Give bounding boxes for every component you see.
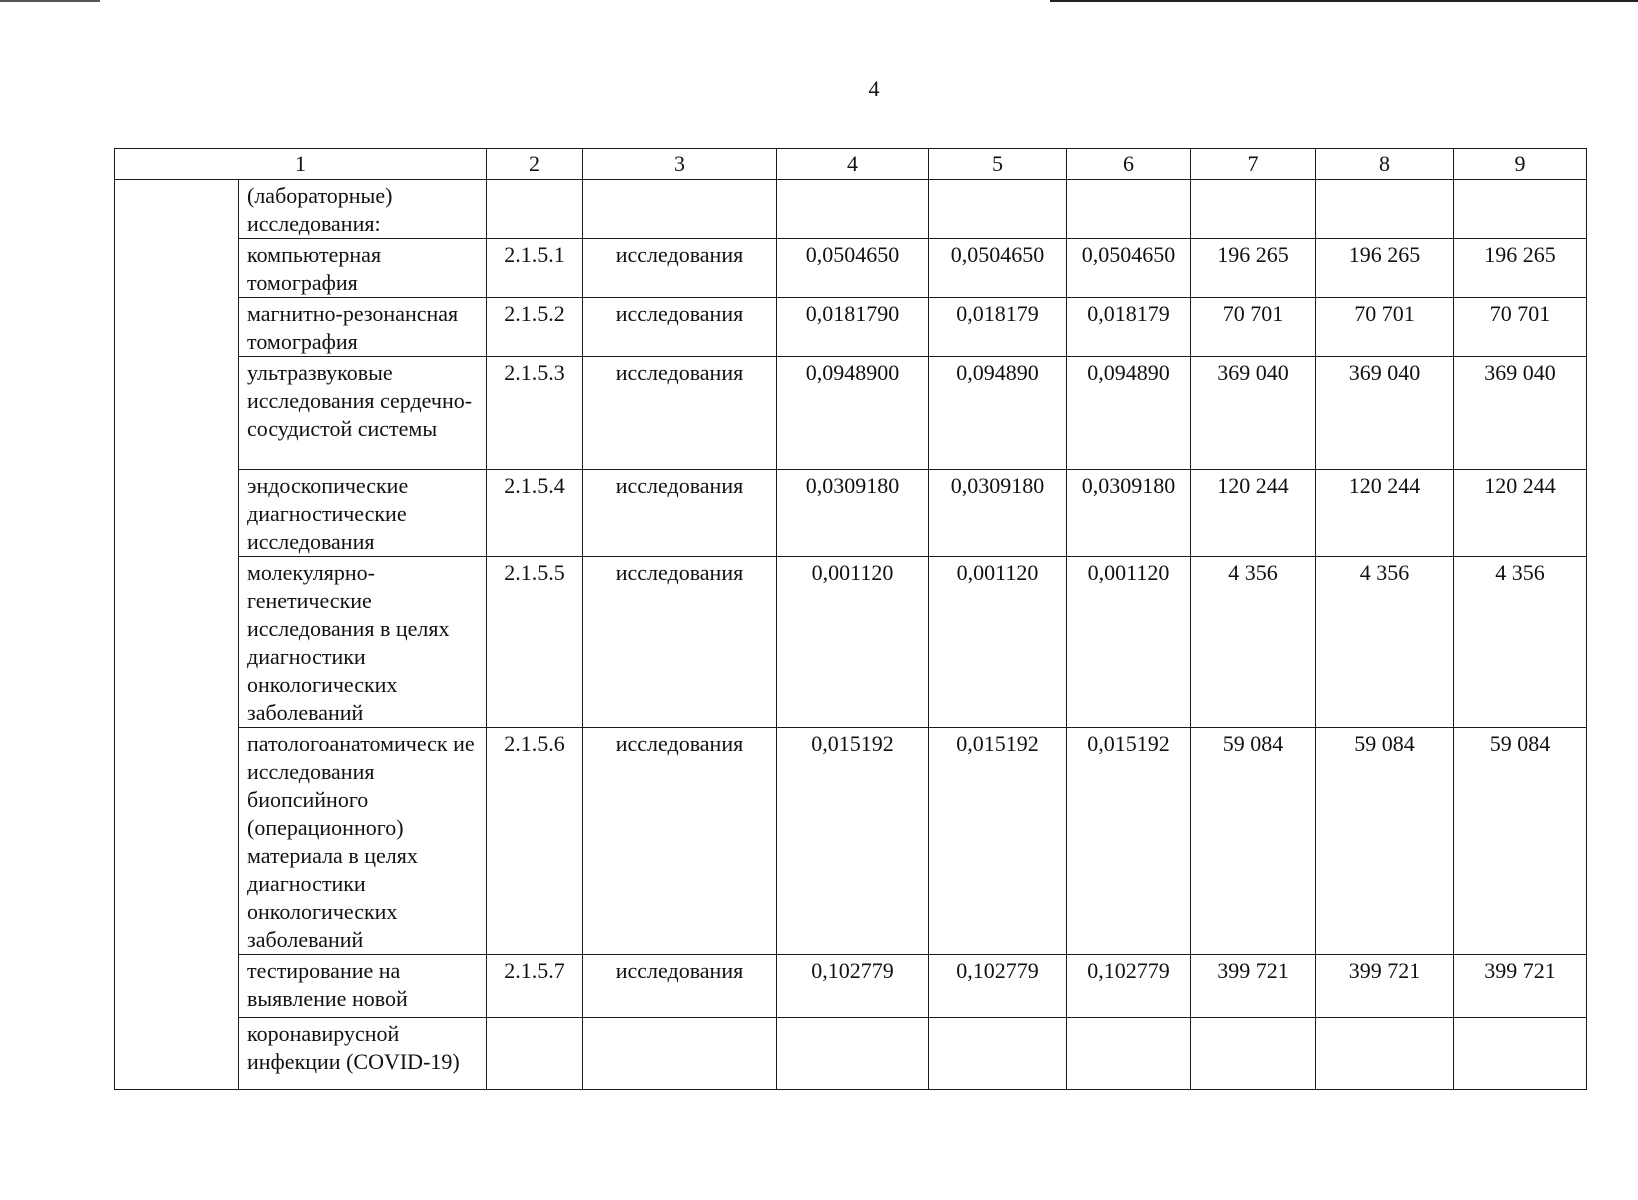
row-value-4: 0,001120 xyxy=(777,557,929,728)
table-header-row xyxy=(115,149,1587,180)
row-unit: исследования xyxy=(583,298,777,357)
row-code: 2.1.5.1 xyxy=(487,239,583,298)
header-cell: 1 xyxy=(115,149,487,180)
empty-cell xyxy=(115,239,239,298)
row-value-8: 4 356 xyxy=(1316,557,1454,728)
row-value-6 xyxy=(1067,1018,1191,1090)
row-value-4: 0,015192 xyxy=(777,728,929,955)
row-name: патологоанатомическ ие исследования биопсийного (операционного) материала в целях диагностики онкологических заболеваний xyxy=(239,728,487,955)
row-value-4: 0,0504650 xyxy=(777,239,929,298)
table-row xyxy=(115,955,1587,1018)
row-unit: исследования xyxy=(583,239,777,298)
empty-cell xyxy=(115,357,239,470)
row-value-7: 369 040 xyxy=(1191,357,1316,470)
row-value-8: 70 701 xyxy=(1316,298,1454,357)
row-value-4: 0,0181790 xyxy=(777,298,929,357)
row-value-9: 59 084 xyxy=(1454,728,1587,955)
table-row xyxy=(115,180,1587,239)
header-cell: 5 xyxy=(929,149,1067,180)
empty-cell xyxy=(115,180,239,239)
row-name: молекулярно-генетические исследования в целях диагностики онкологических заболеваний xyxy=(239,557,487,728)
header-cell: 7 xyxy=(1191,149,1316,180)
table-row xyxy=(115,239,1587,298)
header-cell: 2 xyxy=(487,149,583,180)
row-value-4: 0,0309180 xyxy=(777,470,929,557)
row-name: магнитно-резонансная томография xyxy=(239,298,487,357)
row-unit: исследования xyxy=(583,557,777,728)
table-row xyxy=(115,298,1587,357)
row-value-5 xyxy=(929,1018,1067,1090)
row-value-6: 0,001120 xyxy=(1067,557,1191,728)
table-row xyxy=(115,357,1587,470)
row-value-8: 399 721 xyxy=(1316,955,1454,1018)
row-name: ультразвуковые исследования сердечно-сосудистой системы xyxy=(239,357,487,470)
row-value-9 xyxy=(1454,180,1587,239)
row-value-5 xyxy=(929,180,1067,239)
row-value-9: 120 244 xyxy=(1454,470,1587,557)
row-value-8: 59 084 xyxy=(1316,728,1454,955)
row-code: 2.1.5.2 xyxy=(487,298,583,357)
scan-edge-line-left xyxy=(0,0,100,2)
row-value-5: 0,0504650 xyxy=(929,239,1067,298)
row-name: тестирование на выявление новой xyxy=(239,955,487,1018)
empty-cell xyxy=(115,955,239,1018)
row-unit xyxy=(583,1018,777,1090)
header-cell: 3 xyxy=(583,149,777,180)
empty-cell xyxy=(115,1018,239,1090)
row-value-6 xyxy=(1067,180,1191,239)
row-code xyxy=(487,180,583,239)
row-value-5: 0,0309180 xyxy=(929,470,1067,557)
row-name: компьютерная томография xyxy=(239,239,487,298)
row-code xyxy=(487,1018,583,1090)
row-value-9: 369 040 xyxy=(1454,357,1587,470)
row-value-8: 120 244 xyxy=(1316,470,1454,557)
empty-cell xyxy=(115,470,239,557)
table-row xyxy=(115,470,1587,557)
row-value-5: 0,018179 xyxy=(929,298,1067,357)
row-value-4: 0,0948900 xyxy=(777,357,929,470)
header-cell: 6 xyxy=(1067,149,1191,180)
row-code: 2.1.5.6 xyxy=(487,728,583,955)
row-value-9 xyxy=(1454,1018,1587,1090)
empty-cell xyxy=(115,728,239,955)
row-unit xyxy=(583,180,777,239)
row-value-8: 369 040 xyxy=(1316,357,1454,470)
row-value-7 xyxy=(1191,1018,1316,1090)
table-row xyxy=(115,557,1587,728)
empty-cell xyxy=(115,557,239,728)
row-value-9: 196 265 xyxy=(1454,239,1587,298)
row-value-7: 196 265 xyxy=(1191,239,1316,298)
row-unit: исследования xyxy=(583,728,777,955)
row-code: 2.1.5.7 xyxy=(487,955,583,1018)
row-code: 2.1.5.3 xyxy=(487,357,583,470)
row-value-5: 0,102779 xyxy=(929,955,1067,1018)
row-value-8: 196 265 xyxy=(1316,239,1454,298)
row-value-6: 0,0504650 xyxy=(1067,239,1191,298)
row-value-9: 70 701 xyxy=(1454,298,1587,357)
header-cell: 8 xyxy=(1316,149,1454,180)
row-unit: исследования xyxy=(583,357,777,470)
row-value-7: 59 084 xyxy=(1191,728,1316,955)
data-table xyxy=(114,148,1587,1090)
row-value-6: 0,018179 xyxy=(1067,298,1191,357)
row-name: коронавирусной инфекции (COVID-19) xyxy=(239,1018,487,1090)
row-value-9: 4 356 xyxy=(1454,557,1587,728)
empty-cell xyxy=(115,298,239,357)
row-code: 2.1.5.4 xyxy=(487,470,583,557)
row-value-8 xyxy=(1316,1018,1454,1090)
row-name: эндоскопические диагностические исследования xyxy=(239,470,487,557)
page-number: 4 xyxy=(868,76,880,101)
row-value-8 xyxy=(1316,180,1454,239)
row-value-4: 0,102779 xyxy=(777,955,929,1018)
header-cell: 9 xyxy=(1454,149,1587,180)
table-row xyxy=(115,728,1587,955)
scan-edge-line-right xyxy=(1050,0,1638,2)
table-row xyxy=(115,1018,1587,1090)
row-value-6: 0,0309180 xyxy=(1067,470,1191,557)
row-value-7: 399 721 xyxy=(1191,955,1316,1018)
row-value-7: 70 701 xyxy=(1191,298,1316,357)
row-value-9: 399 721 xyxy=(1454,955,1587,1018)
row-value-4 xyxy=(777,180,929,239)
row-value-6: 0,094890 xyxy=(1067,357,1191,470)
row-unit: исследования xyxy=(583,470,777,557)
row-value-5: 0,001120 xyxy=(929,557,1067,728)
row-unit: исследования xyxy=(583,955,777,1018)
row-value-4 xyxy=(777,1018,929,1090)
row-value-6: 0,102779 xyxy=(1067,955,1191,1018)
row-code: 2.1.5.5 xyxy=(487,557,583,728)
row-value-7 xyxy=(1191,180,1316,239)
row-value-7: 120 244 xyxy=(1191,470,1316,557)
row-value-5: 0,094890 xyxy=(929,357,1067,470)
row-name: (лабораторные) исследования: xyxy=(239,180,487,239)
row-value-5: 0,015192 xyxy=(929,728,1067,955)
row-value-7: 4 356 xyxy=(1191,557,1316,728)
header-cell: 4 xyxy=(777,149,929,180)
row-value-6: 0,015192 xyxy=(1067,728,1191,955)
